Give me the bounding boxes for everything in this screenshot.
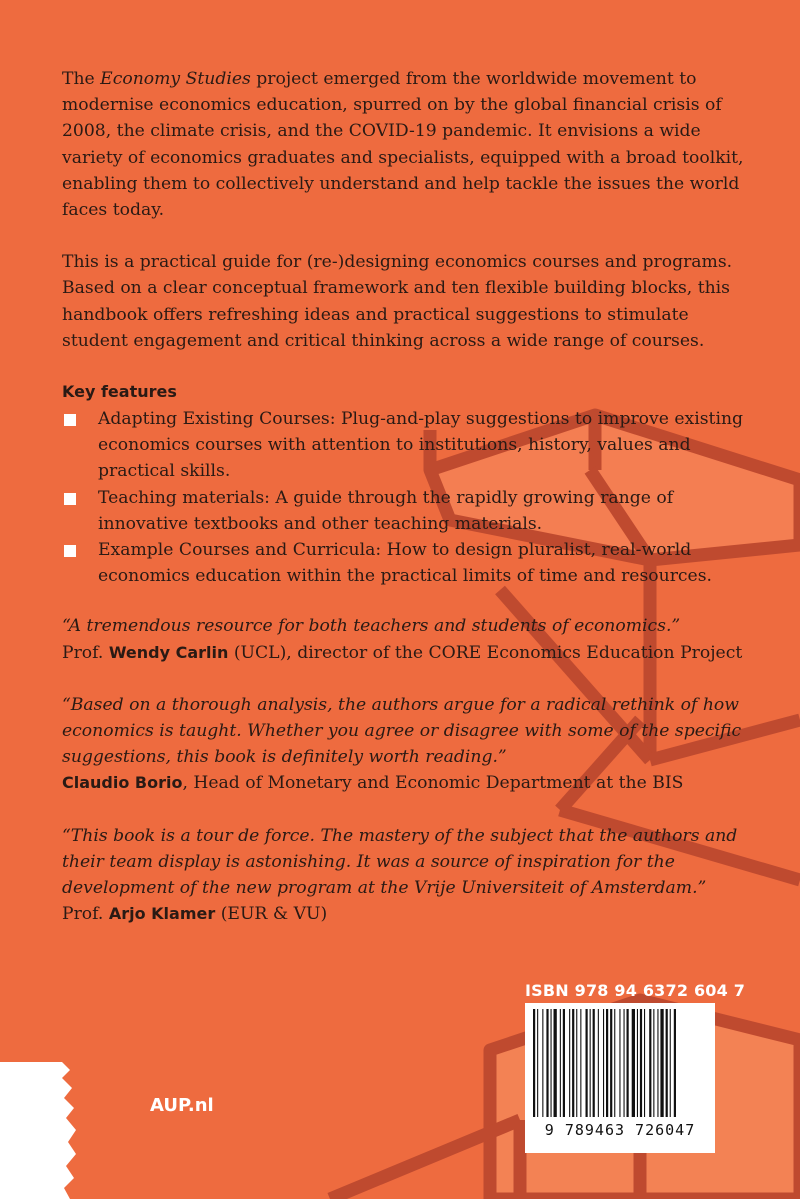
endorser-prefix: Prof.: [62, 642, 109, 663]
key-features-list: [62, 406, 752, 589]
barcode-digits: 9 789463 726047: [544, 1121, 696, 1139]
square-bullet-icon: [64, 545, 76, 557]
endorser-prefix: Prof.: [62, 904, 109, 925]
barcode-bar: [537, 1009, 538, 1117]
endorsement: [62, 692, 752, 797]
barcode-bar: [586, 1009, 588, 1117]
publisher-website[interactable]: AUP.nl: [150, 1095, 214, 1116]
barcode-bar: [674, 1009, 676, 1117]
endorsement-quote: “This book is a tour de force. The mastery of the subject that the authors and their team display is astonishing. It was a source of inspiration for the development of the new program at the Vrije Universiteit of Amsterdam.”: [62, 825, 738, 899]
barcode-bar: [640, 1009, 642, 1117]
barcode-bar: [619, 1009, 620, 1117]
feature-item: [62, 485, 752, 537]
intro-text-rest: project emerged from the worldwide movement to modernise economics education, spurred on by the global financial crisis of 2008, the climate crisis, and the COVID-19 pandemic. It envisions a wide variety of economics graduates and specialists, equipped with a broad toolkit, enabling them to collectively understand and help tackle the issues the world faces today.: [62, 69, 744, 221]
barcode-bar: [533, 1009, 535, 1117]
endorsement-quote: “A tremendous resource for both teachers and students of economics.”: [62, 616, 681, 637]
barcode-bar: [627, 1009, 629, 1117]
barcode-bar: [610, 1009, 612, 1117]
barcode-bar: [644, 1009, 645, 1117]
barcode-bar: [590, 1009, 591, 1117]
barcode-bar: [560, 1009, 561, 1117]
endorser-name: Claudio Borio: [62, 773, 183, 793]
back-cover-text: [62, 66, 752, 953]
endorser-affiliation: (UCL), director of the CORE Economics Education Project: [228, 642, 743, 663]
endorsement-quote: “Based on a thorough analysis, the authors argue for a radical rethink of how economics is taught. Whether you agree or disagree with some of the specific suggestions, this book is definitely worth reading.”: [62, 694, 742, 768]
endorsement: [62, 613, 752, 665]
endorser-affiliation: (EUR & VU): [215, 904, 328, 925]
barcode-bar: [551, 1009, 552, 1117]
barcode-bar: [614, 1009, 615, 1117]
barcode-bar: [563, 1009, 565, 1117]
barcode-bar: [649, 1009, 651, 1117]
barcode-bar: [637, 1009, 638, 1117]
intro-paragraph: [62, 66, 752, 223]
description-paragraph: This is a practical guide for (re-)designing economics courses and programs. Based on a clear conceptual framework and ten flexible building blocks, this handbook offers refreshing ideas and practical suggestions to stimulate student engagement and critical thinking across a wide range of courses.: [62, 252, 733, 351]
endorser-name: Wendy Carlin: [108, 642, 229, 662]
barcode-bars: [525, 1003, 715, 1123]
barcode-bar: [657, 1009, 658, 1117]
feature-item: [62, 537, 752, 589]
barcode-bar: [603, 1009, 604, 1117]
key-features-heading: Key features: [62, 382, 177, 402]
square-bullet-icon: [64, 414, 76, 426]
feature-text: Example Courses and Curricula: How to design pluralist, real-world economics education within the practical limits of time and resources.: [98, 540, 713, 587]
barcode: [525, 1003, 715, 1153]
barcode-bar: [670, 1009, 671, 1117]
barcode-bar: [546, 1009, 548, 1117]
feature-item: [62, 406, 752, 485]
endorsement: [62, 823, 752, 928]
barcode-bar: [598, 1009, 599, 1117]
barcode-bar: [666, 1009, 668, 1117]
barcode-bar: [606, 1009, 608, 1117]
torn-paper-graphic: [0, 1062, 80, 1199]
project-title: Economy Studies: [100, 69, 251, 89]
endorser-name: Arjo Klamer: [108, 904, 216, 924]
isbn-label: ISBN 978 94 6372 604 7: [525, 981, 746, 1000]
barcode-bar: [653, 1009, 654, 1117]
square-bullet-icon: [64, 493, 76, 505]
barcode-bar: [542, 1009, 543, 1117]
feature-text: Adapting Existing Courses: Plug-and-play suggestions to improve existing economics courses with attention to institutions, history, values and practical skills.: [98, 409, 744, 482]
barcode-bar: [554, 1009, 557, 1117]
feature-text: Teaching materials: A guide through the rapidly growing range of innovative textbooks and other teaching materials.: [98, 487, 674, 534]
intro-text-start: The: [62, 69, 101, 89]
barcode-bar: [569, 1009, 570, 1117]
barcode-bar: [660, 1009, 663, 1117]
barcode-bar: [576, 1009, 577, 1117]
barcode-bar: [593, 1009, 595, 1117]
barcode-bar: [624, 1009, 625, 1117]
barcode-bar: [572, 1009, 574, 1117]
endorser-affiliation: , Head of Monetary and Economic Department at the BIS: [182, 773, 684, 794]
barcode-bar: [580, 1009, 581, 1117]
barcode-bar: [632, 1009, 635, 1117]
